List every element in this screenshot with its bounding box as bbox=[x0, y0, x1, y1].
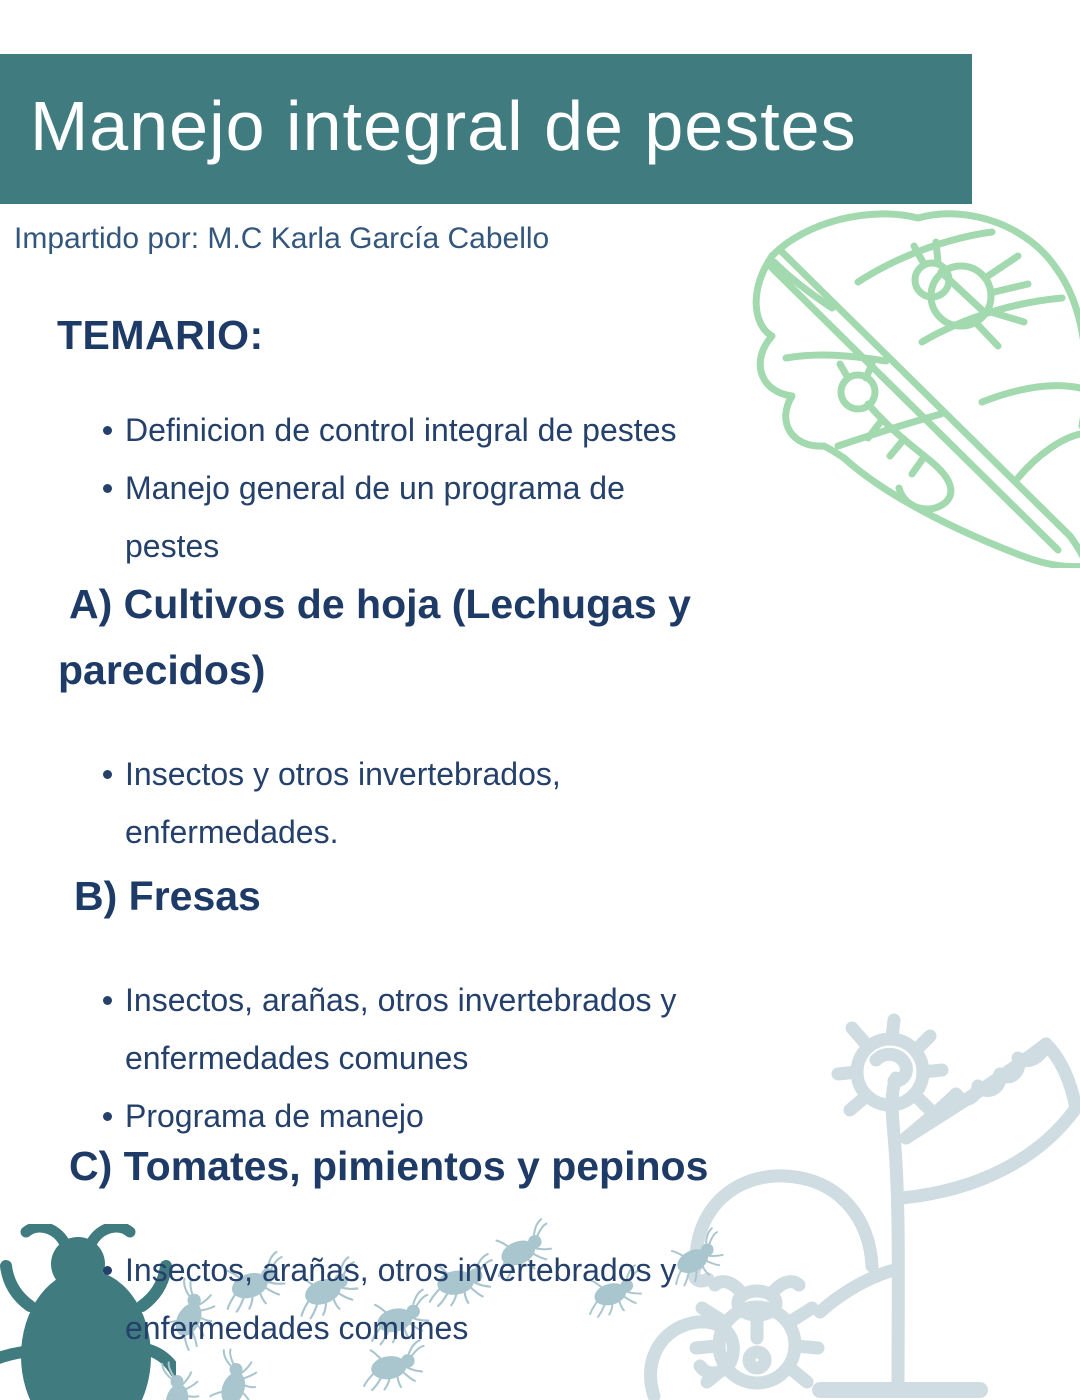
list-item-text: Definicion de control integral de pestes bbox=[125, 412, 677, 448]
list-item-text: Insectos, arañas, otros invertebrados y bbox=[125, 982, 677, 1018]
list-item-text: Insectos y otros invertebrados, bbox=[125, 756, 561, 792]
bullet-dot bbox=[103, 426, 112, 435]
bullet-dot bbox=[103, 1266, 112, 1275]
list-item-text: Manejo general de un programa de bbox=[125, 470, 625, 506]
title-banner bbox=[0, 54, 972, 204]
temario-heading: TEMARIO: bbox=[57, 312, 264, 358]
temario-list bbox=[0, 401, 1080, 575]
section-a-list bbox=[0, 745, 1080, 861]
list-item bbox=[103, 401, 1080, 459]
section-heading-a: A) Cultivos de hoja (Lechugas y parecidos) bbox=[58, 581, 691, 693]
list-item-text: enfermedades comunes bbox=[125, 1310, 469, 1346]
bullet-dot bbox=[103, 484, 112, 493]
bullet-dot bbox=[103, 996, 112, 1005]
list-item-text: enfermedades comunes bbox=[125, 1040, 469, 1076]
list-item bbox=[103, 745, 1080, 861]
instructor-subtitle: Impartido por: M.C Karla García Cabello bbox=[14, 222, 550, 255]
list-item-text: Programa de manejo bbox=[125, 1098, 424, 1134]
list-item bbox=[103, 1241, 1080, 1357]
section-heading-c: C) Tomates, pimientos y pepinos bbox=[69, 1143, 709, 1189]
list-item bbox=[103, 971, 1080, 1087]
page-title: Manejo integral de pestes bbox=[30, 87, 857, 165]
content-area bbox=[0, 308, 1080, 1357]
bullet-dot bbox=[103, 1112, 112, 1121]
list-item-text: Insectos, arañas, otros invertebrados y bbox=[125, 1252, 677, 1288]
bullet-dot bbox=[103, 770, 112, 779]
section-heading-b: B) Fresas bbox=[74, 873, 261, 919]
list-item bbox=[103, 459, 1080, 575]
list-item-text: enfermedades. bbox=[125, 814, 339, 850]
section-c-list bbox=[0, 1241, 1080, 1357]
section-b-list bbox=[0, 971, 1080, 1145]
list-item-text: pestes bbox=[125, 528, 220, 564]
